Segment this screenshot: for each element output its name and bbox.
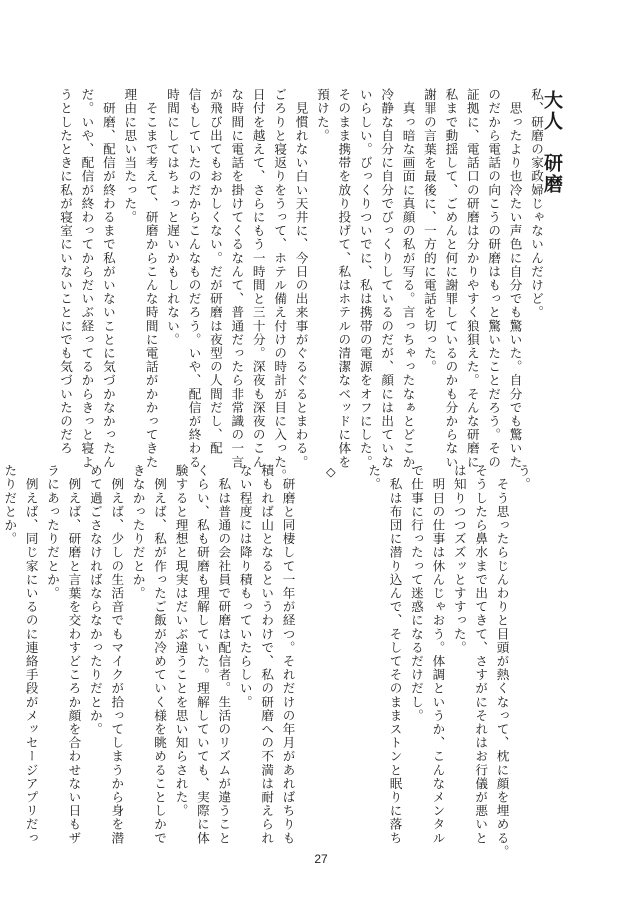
text-column: 預けた。 xyxy=(314,88,330,143)
text-column: 理由に思い当たった。 xyxy=(122,88,138,224)
text-column: 信もしていたのだからこんなものだろう。いや、配信が終わる xyxy=(186,88,202,469)
text-column: 私は布団に潜り込んで、そしてそのままストンと眠りに落ち xyxy=(387,464,403,845)
text-column: 例えば、少しの生活音でもマイクが拾ってしまうから身を潜 xyxy=(109,464,125,845)
text-column: そこまで考えて、研磨からこんな時間に電話がかかってきた xyxy=(143,88,159,469)
text-column: 時間にしてはちょっと遅いかもしれない。 xyxy=(165,88,181,347)
text-column: は知りつつズズッとすすった。 xyxy=(451,464,467,655)
text-column xyxy=(299,464,320,794)
text-column: 私まで動揺して、ごめんと何に謝罪しているのかも分からない xyxy=(443,88,459,469)
text-column: 見慣れない白い天井に、今日の出来事がぐるぐるとまわる。 xyxy=(293,88,309,469)
text-column: な時間に電話を掛けてくるなんて、普通だったら非常識の一言 xyxy=(229,88,245,469)
page-number: 27 xyxy=(314,852,328,866)
text-column: 験すると理想と現実はだいぶ違うことを思い知らされた。 xyxy=(173,464,189,818)
text-column: 研磨、配信が終わるまで私がいないことに気づかなかったん xyxy=(100,88,116,469)
text-column: 明日の仕事は休んじゃおう。体調というか、こんなメンタル xyxy=(430,464,446,845)
text-column: きなかったりだとか。 xyxy=(130,464,146,600)
upper-text-block xyxy=(58,88,547,483)
text-column: 冷静な自分に自分でびっくりしているのだが、顔には出ていな xyxy=(379,88,395,469)
text-column: いらしい。びっくりついでに、私は携帯の電源をオフにした。 xyxy=(357,88,373,469)
text-column: たりだとか。 xyxy=(2,464,18,546)
text-column: のだから電話の向こうの研磨はもっと驚いたことだろう。その xyxy=(486,88,502,469)
text-column: 例えば、私が作ったご飯が冷めていく様を眺めることしかで xyxy=(152,464,168,845)
text-column: くらい、私も研磨も理解していた。理解していても、実際に体 xyxy=(194,464,210,845)
text-column: 思ったより也冷たい声色に自分でも驚いた。自分でも驚いた xyxy=(507,88,523,469)
text-column: 真っ暗な画面に真顔の私が写る。言っちゃったなぁとどこか xyxy=(400,88,416,469)
text-column: そうしたら鼻水まで出てきて、さすがにそれはお行儀が悪いと xyxy=(473,464,489,845)
text-column: 積もれば山となるというわけで、私の研磨への不満は耐えられ xyxy=(259,464,275,845)
text-column: めて過ごさなければならなかったりだとか。 xyxy=(87,464,103,736)
text-column: 日付を越えて、さらにもう一時間と三十分。深夜も深夜のこん xyxy=(250,88,266,469)
text-column: う。 xyxy=(516,464,531,492)
text-column: ラにあったりだとか。 xyxy=(45,464,61,600)
text-column: だ。いや、配信が終わってからだいぶ経ってるからきっと寝よ xyxy=(79,88,95,469)
text-column: 研磨と同棲して一年が経つ。それだけの年月があればちりも xyxy=(280,464,296,845)
story-title: 大人 研磨 xyxy=(541,90,563,195)
text-column: ない程度には降り積もっていたらしい。 xyxy=(237,464,253,709)
text-column: そのまま携帯を放り投げて、私はホテルの清潔なベッドに体を xyxy=(336,88,352,469)
text-column: が飛び出てもおかしくない。だが研磨は夜型の人間だし、配 xyxy=(207,88,223,456)
text-column: ごろりと寝返りをうって、ホテル備え付けの時計が目に入った。 xyxy=(272,88,288,483)
text-column: 謝罪の言葉を最後に、一方的に電話を切った。 xyxy=(421,88,437,374)
text-column xyxy=(341,464,362,794)
text-column: 証拠に、電話口の研磨は分かりやすく狼狽えた。そんな研磨に xyxy=(464,88,480,469)
text-column: そう思ったらじんわりと目頭が熱くなって、枕に顔を埋める。 xyxy=(494,464,510,859)
text-column: た。 xyxy=(366,464,382,492)
text-column: で仕事に行ったって迷惑になるだけだし。 xyxy=(408,464,424,723)
text-column: うとしたときに私が寝室にいないことにでも気づいたのだろ xyxy=(58,88,74,456)
text-column: ◇ xyxy=(323,464,339,480)
text-column: 例えば、同じ家にいるのに連絡手段がメッセージアプリだっ xyxy=(23,464,39,845)
text-column: 私、研磨の家政婦じゃないんだけど。 xyxy=(529,88,544,320)
text-column: 例えば、研磨と言葉を交わすどころか顔を合わせない日もザ xyxy=(66,464,82,845)
text-column: 私は普通の会社員で研磨は配信者。生活のリズムが違うこと xyxy=(216,464,232,845)
